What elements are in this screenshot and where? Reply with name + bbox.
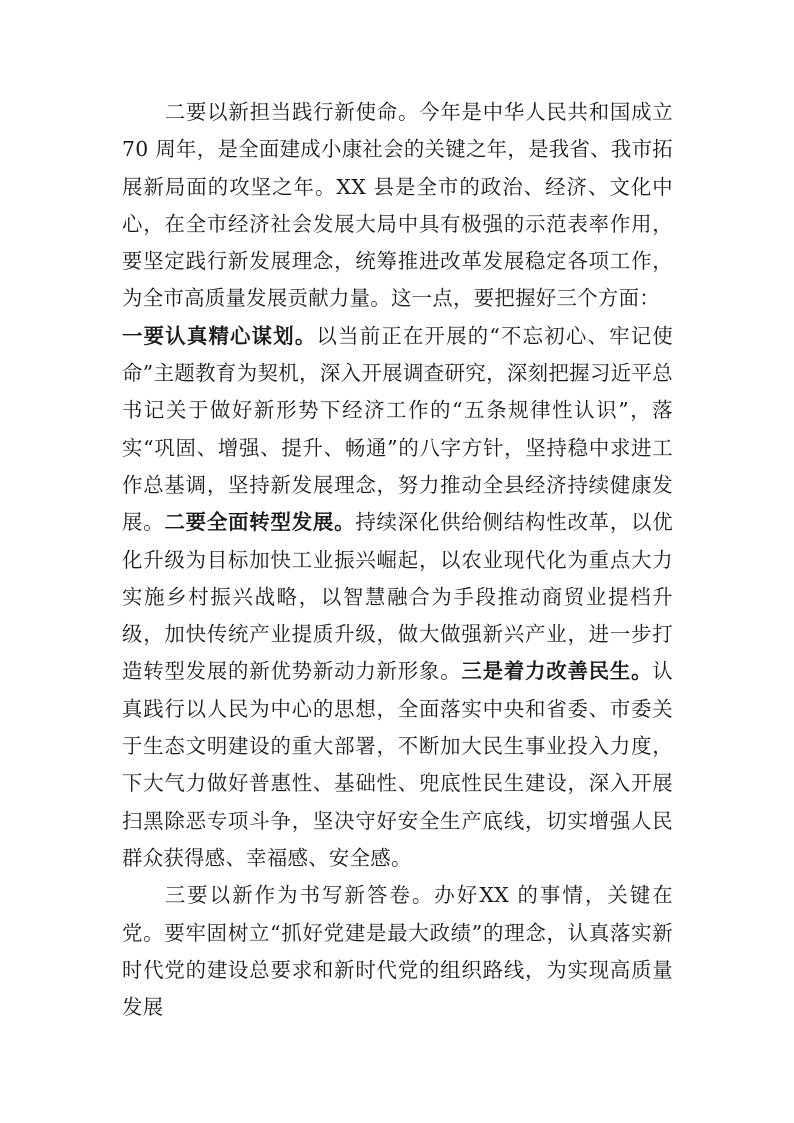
paragraph-2	[122, 94, 673, 318]
paragraph-3-body: 办好XX 的事情，关键在党。要牢固树立“抓好党建是最大政绩”的理念，认真落实新时代党的建设总要求和新时代党的组织路线，为实现高质量发展	[122, 883, 673, 1020]
point-1-heading: 一要认真精心谋划。	[122, 323, 317, 348]
paragraph-3	[122, 877, 673, 1026]
paragraph-points	[122, 318, 673, 877]
point-3-heading: 三是着力改善民生。	[461, 659, 653, 684]
paragraph-2-body: 今年是中华人民共和国成立70 周年，是全面建成小康社会的关键之年，是我省、我市拓展新局面的攻坚之年。XX 县是全市的政治、经济、文化中心，在全市经济社会发展大局中具有极强的示范表率作用，要坚定践行新发展理念，统筹推进改革发展稳定各项工作，为全市高质量发展贡献力量。这一点，要把握好三个方面：	[122, 100, 673, 311]
point-2-body: 持续深化供给侧结构性改革，以优化升级为目标加快工业振兴崛起，以农业现代化为重点大力实施乡村振兴战略，以智慧融合为手段推动商贸业提档升级，加快传统产业提质升级，做大做强新兴产业，进一步打造转型发展的新优势新动力新形象。	[122, 510, 673, 684]
point-3-body: 认真践行以人民为中心的思想，全面落实中央和省委、市委关于生态文明建设的重大部署，不断加大民生事业投入力度，下大气力做好普惠性、基础性、兜底性民生建设，深入开展扫黑除恶专项斗争，坚决守好安全生产底线，切实增强人民群众获得感、幸福感、安全感。	[122, 659, 673, 870]
section-heading-3: 三要以新作为书写新答卷。	[164, 883, 435, 908]
document-page	[122, 94, 673, 1026]
point-1-body: 以当前正在开展的“不忘初心、牢记使命”主题教育为契机，深入开展调查研究，深刻把握习近平总书记关于做好新形势下经济工作的“五条规律性认识”，落实“巩固、增强、提升、畅通”的八字方针，坚持稳中求进工作总基调，坚持新发展理念，努力推动全县经济持续健康发展。	[122, 323, 673, 535]
section-heading-2: 二要以新担当践行新使命。	[164, 100, 420, 124]
point-2-heading: 二要全面转型发展。	[164, 510, 356, 535]
